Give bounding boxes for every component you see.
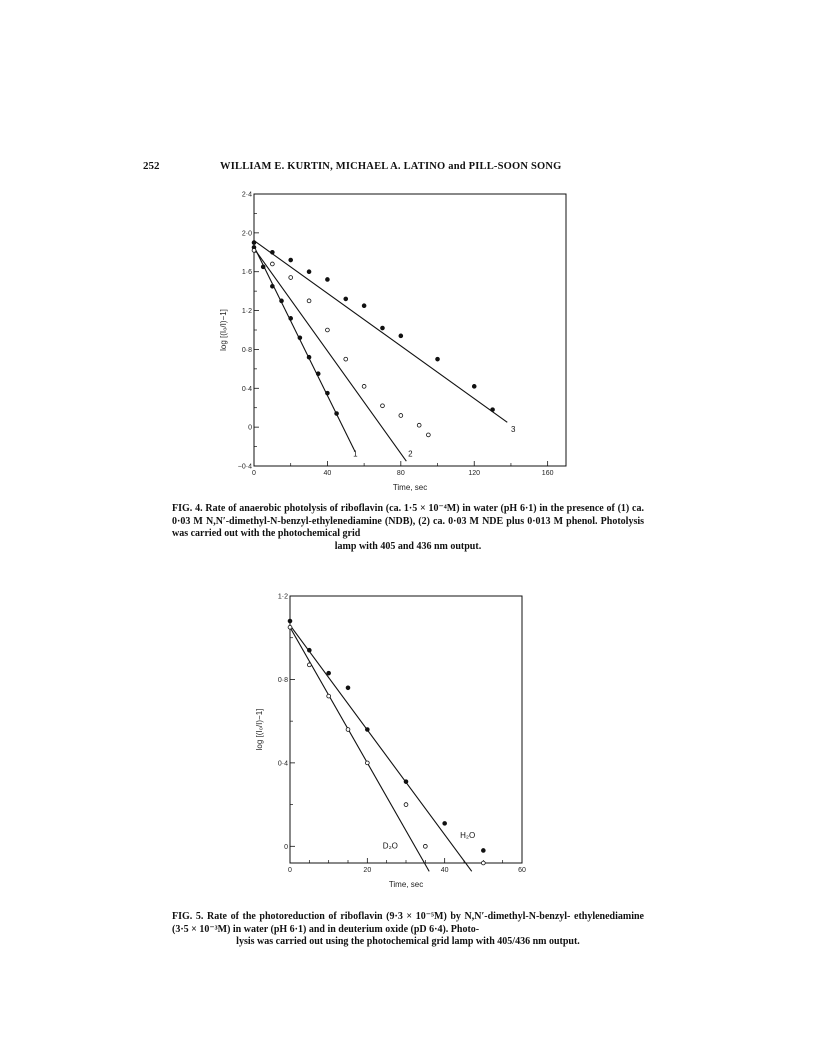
data-point bbox=[481, 849, 485, 853]
data-point bbox=[326, 328, 330, 332]
data-point bbox=[399, 414, 403, 418]
plot-frame bbox=[290, 596, 522, 863]
y-tick-label: 1·6 bbox=[241, 269, 252, 277]
y-axis-label: log [(I₀/I)−1] bbox=[219, 309, 228, 351]
figure-4-chart bbox=[0, 0, 816, 510]
x-tick-label: 80 bbox=[396, 470, 405, 477]
data-point bbox=[316, 372, 320, 376]
data-point bbox=[381, 404, 385, 408]
x-tick-label: 20 bbox=[363, 867, 372, 874]
caption-line: FIG. 4. Rate of anaerobic photolysis of riboflavin (ca. 1·5 × 10⁻⁴M) in water (pH 6·1) in bbox=[172, 503, 548, 514]
page-number: 252 bbox=[143, 160, 160, 172]
data-point bbox=[404, 780, 408, 784]
data-point bbox=[307, 355, 311, 359]
series-line bbox=[254, 248, 406, 461]
data-point bbox=[252, 241, 256, 245]
running-head: WILLIAM E. KURTIN, MICHAEL A. LATINO and PILL-SOON SONG bbox=[220, 161, 562, 172]
y-tick-label: 1·2 bbox=[277, 593, 288, 601]
data-point bbox=[288, 625, 292, 629]
data-point bbox=[362, 304, 366, 308]
y-tick-label: −0·4 bbox=[237, 463, 252, 471]
series-label: 1 bbox=[353, 449, 358, 459]
x-tick-label: 0 bbox=[288, 867, 292, 874]
data-point bbox=[270, 284, 274, 288]
data-point bbox=[326, 391, 330, 395]
y-tick-label: 0·8 bbox=[241, 346, 252, 354]
data-point bbox=[307, 299, 311, 303]
data-point bbox=[404, 803, 408, 807]
data-point bbox=[365, 761, 369, 765]
x-tick-label: 120 bbox=[468, 470, 481, 477]
data-point bbox=[280, 299, 284, 303]
data-point bbox=[481, 861, 485, 865]
data-point bbox=[289, 316, 293, 320]
data-point bbox=[335, 412, 339, 416]
caption-line: FIG. 5. Rate of the photoreduction of riboflavin (9·3 × 10⁻⁵M) by N,N′-dimethyl-N-benzyl- bbox=[172, 911, 571, 922]
x-axis-label: Time, sec bbox=[388, 880, 424, 889]
y-tick-label: 2·4 bbox=[241, 191, 252, 199]
data-point bbox=[288, 619, 292, 623]
y-tick-label: 0 bbox=[248, 424, 252, 432]
y-tick-label: 0·4 bbox=[241, 385, 252, 393]
caption-line: ethylenediamine (3·5 × 10⁻³M) in water (pH 6·1) and in deuterium oxide (pD 6·4). Photo- bbox=[172, 911, 644, 935]
data-point bbox=[261, 265, 265, 269]
data-point bbox=[443, 821, 447, 825]
data-point bbox=[344, 297, 348, 301]
data-point bbox=[399, 334, 403, 338]
x-axis-label: Time, sec bbox=[392, 483, 428, 492]
data-point bbox=[423, 844, 427, 848]
data-point bbox=[346, 728, 350, 732]
data-point bbox=[327, 671, 331, 675]
figure-5-caption bbox=[172, 911, 644, 949]
caption-line: the presence of (1) ca. 0·03 M N,N′-dimethyl-N-benzyl-ethylenediamine (NDB), (2) ca. bbox=[172, 503, 644, 527]
series-label: 2 bbox=[408, 449, 413, 459]
series-label: H₂O bbox=[460, 830, 476, 840]
data-point bbox=[365, 728, 369, 732]
y-tick-label: 1·2 bbox=[241, 308, 252, 316]
data-point bbox=[307, 270, 311, 274]
caption-line: lamp with 405 and 436 nm output. bbox=[334, 540, 482, 552]
data-point bbox=[344, 357, 348, 361]
data-point bbox=[307, 663, 311, 667]
data-point bbox=[381, 326, 385, 330]
x-tick-label: 40 bbox=[323, 470, 332, 477]
x-tick-label: 40 bbox=[440, 867, 449, 874]
series-line bbox=[254, 241, 507, 423]
data-point bbox=[362, 384, 366, 388]
series-line bbox=[290, 625, 472, 871]
caption-line: lysis was carried out using the photochemical grid lamp with 405/436 nm output. bbox=[236, 936, 580, 947]
plot-frame bbox=[254, 194, 566, 466]
x-tick-label: 160 bbox=[541, 470, 554, 477]
series-label: D₂O bbox=[382, 841, 398, 851]
data-point bbox=[289, 258, 293, 262]
data-point bbox=[270, 262, 274, 266]
data-point bbox=[491, 408, 495, 412]
series-label: 3 bbox=[510, 425, 516, 434]
y-tick-label: 0·8 bbox=[277, 676, 288, 684]
data-point bbox=[252, 248, 256, 252]
y-tick-label: 0·4 bbox=[277, 760, 288, 768]
data-point bbox=[417, 423, 421, 427]
data-point bbox=[289, 276, 293, 280]
figure-4-caption bbox=[172, 503, 644, 553]
data-point bbox=[436, 357, 440, 361]
data-point bbox=[270, 250, 274, 254]
y-tick-label: 0 bbox=[284, 843, 288, 851]
y-axis-label: log [(I₀/I)−1] bbox=[255, 708, 264, 751]
x-tick-label: 0 bbox=[252, 470, 256, 477]
data-point bbox=[426, 433, 430, 437]
data-point bbox=[346, 686, 350, 690]
data-point bbox=[307, 648, 311, 652]
data-point bbox=[298, 336, 302, 340]
data-point bbox=[472, 384, 476, 388]
x-tick-label: 60 bbox=[518, 867, 526, 874]
y-tick-label: 2·0 bbox=[241, 230, 252, 238]
data-point bbox=[327, 694, 331, 698]
caption-line: 0·03 M NDE plus 0·013 M phenol. Photolysis was carried out with the photochemical grid bbox=[172, 515, 645, 539]
data-point bbox=[326, 278, 330, 282]
figure-5-chart bbox=[0, 560, 816, 920]
